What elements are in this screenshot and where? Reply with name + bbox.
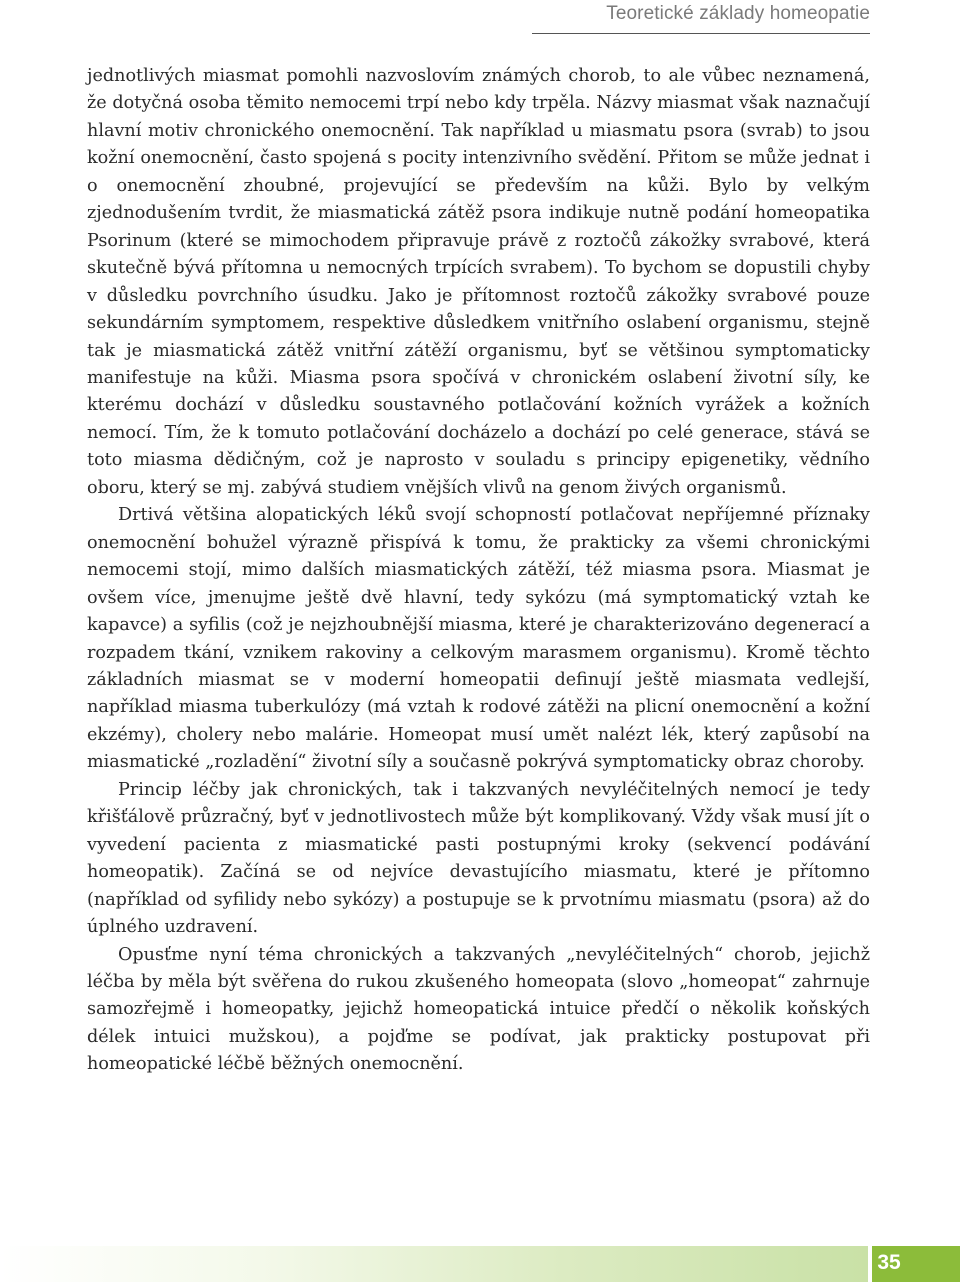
page-number-box [872,1246,960,1282]
paragraph-4: Opusťme nyní téma chronických a takzvaných „nevyléčitelných“ chorob, jejichž léčba by měla být svěřena do rukou zkušeného homeopata (slovo „homeopat“ zahrnuje samozřejmě i homeopatky, jejichž homeopatická intuice předčí o několik koňských délek intuici mužskou), a pojďme se podívat, jak prakticky postupovat při homeopatické léčbě běžných onemocnění. [87,944,870,1075]
running-head-title: Teoretické základy homeopatie [606,3,870,24]
paragraph-2: Drtivá většina alopatických léků svojí schopností potlačovat nepříjemné příznaky onemocnění bohužel výrazně přispívá k tomu, že prakticky za všemi chronickými nemocemi stojí, mimo dalších miasmatických zátěží, též miasma psora. Miasmat je ovšem více, jmenujme ještě dvě hlavní, tedy sykózu (má symptomatický vztah ke kapavce) a syfilis (což je nejzhoubnější miasma, které je charakterizováno degenerací a rozpadem tkání, vznikem rakoviny a celkovým marasmem organismu). Kromě těchto základních miasmat se v moderní homeopatii definují ještě miasmata vedlejší, například miasma tuberkulózy (má vztah k rodové zátěži na plicní onemocnění a kožní ekzémy), cholery nebo malárie. Homeopat musí umět nalézt lék, který zapůsobí na miasmatické „rozladění“ životní síly a současně pokrývá symptomaticky obraz choroby. [87,505,870,773]
paragraph-3: Princip léčby jak chronických, tak i takzvaných nevyléčitelných nemocí je tedy křišťálově průzračný, byť v jednotlivostech může být komplikovaný. Vždy však musí jít o vyvedení pacienta z miasmatické pasti postupnými kroky (sekvencí podávání homeopatik). Začíná se od nejvíce devastujícího miasmatu, které je přítomno (například od syfilidy nebo sykózy) a postupuje se k prvotnímu miasmatu (psora) až do úplného uzdravení. [87,779,870,938]
body-text [87,63,870,1079]
paragraph-1: jednotlivých miasmat pomohli nazvoslovím známých chorob, to ale vůbec neznamená, že dotyčná osoba těmito nemocemi trpí nebo kdy trpěla. Názvy miasmat však naznačují hlavní motiv chronického onemocnění. Tak například u miasmatu psora (svrab) to jsou kožní onemocnění, často spojená s pocity intenzivního svědění. Přitom se může jednat i o onemocnění zhoubné, projevující se především na kůži. Bylo by velkým zjednodušením tvrdit, že miasmatická zátěž psora indikuje nutně podání homeopatika Psorinum (které se mimochodem připravuje právě z roztočů zákožky svrabové, která skutečně bývá přítomna u nemocných trpících svrabem). To bychom se dopustili chyby v důsledku povrchního úsudku. Jako je přítomnost roztočů zákožky svrabové pouze sekundárním symptomem, respektive důsledkem vnitřního oslabení organismu, stejně tak je miasmatická zátěž vnitřní zátěží organismu, byť se většinou symptomaticky manifestuje na kůži. Miasma psora spočívá v chronickém oslabení životní síly, ke kterému dochází v důsledku soustavného potlačování kožních vyrážek a kožních nemocí. Tím, že k tomuto potlačování docházelo a dochází po celé generace, stává se toto miasma dědičným, což je naprosto v souladu s principy epigenetiky, vědního oboru, který se mj. zabývá studiem vnějších vlivů na genom živých organismů. [87,66,870,498]
header-rule [532,33,870,34]
page-number: 35 [877,1251,901,1274]
footer-gradient-band [0,1246,868,1282]
